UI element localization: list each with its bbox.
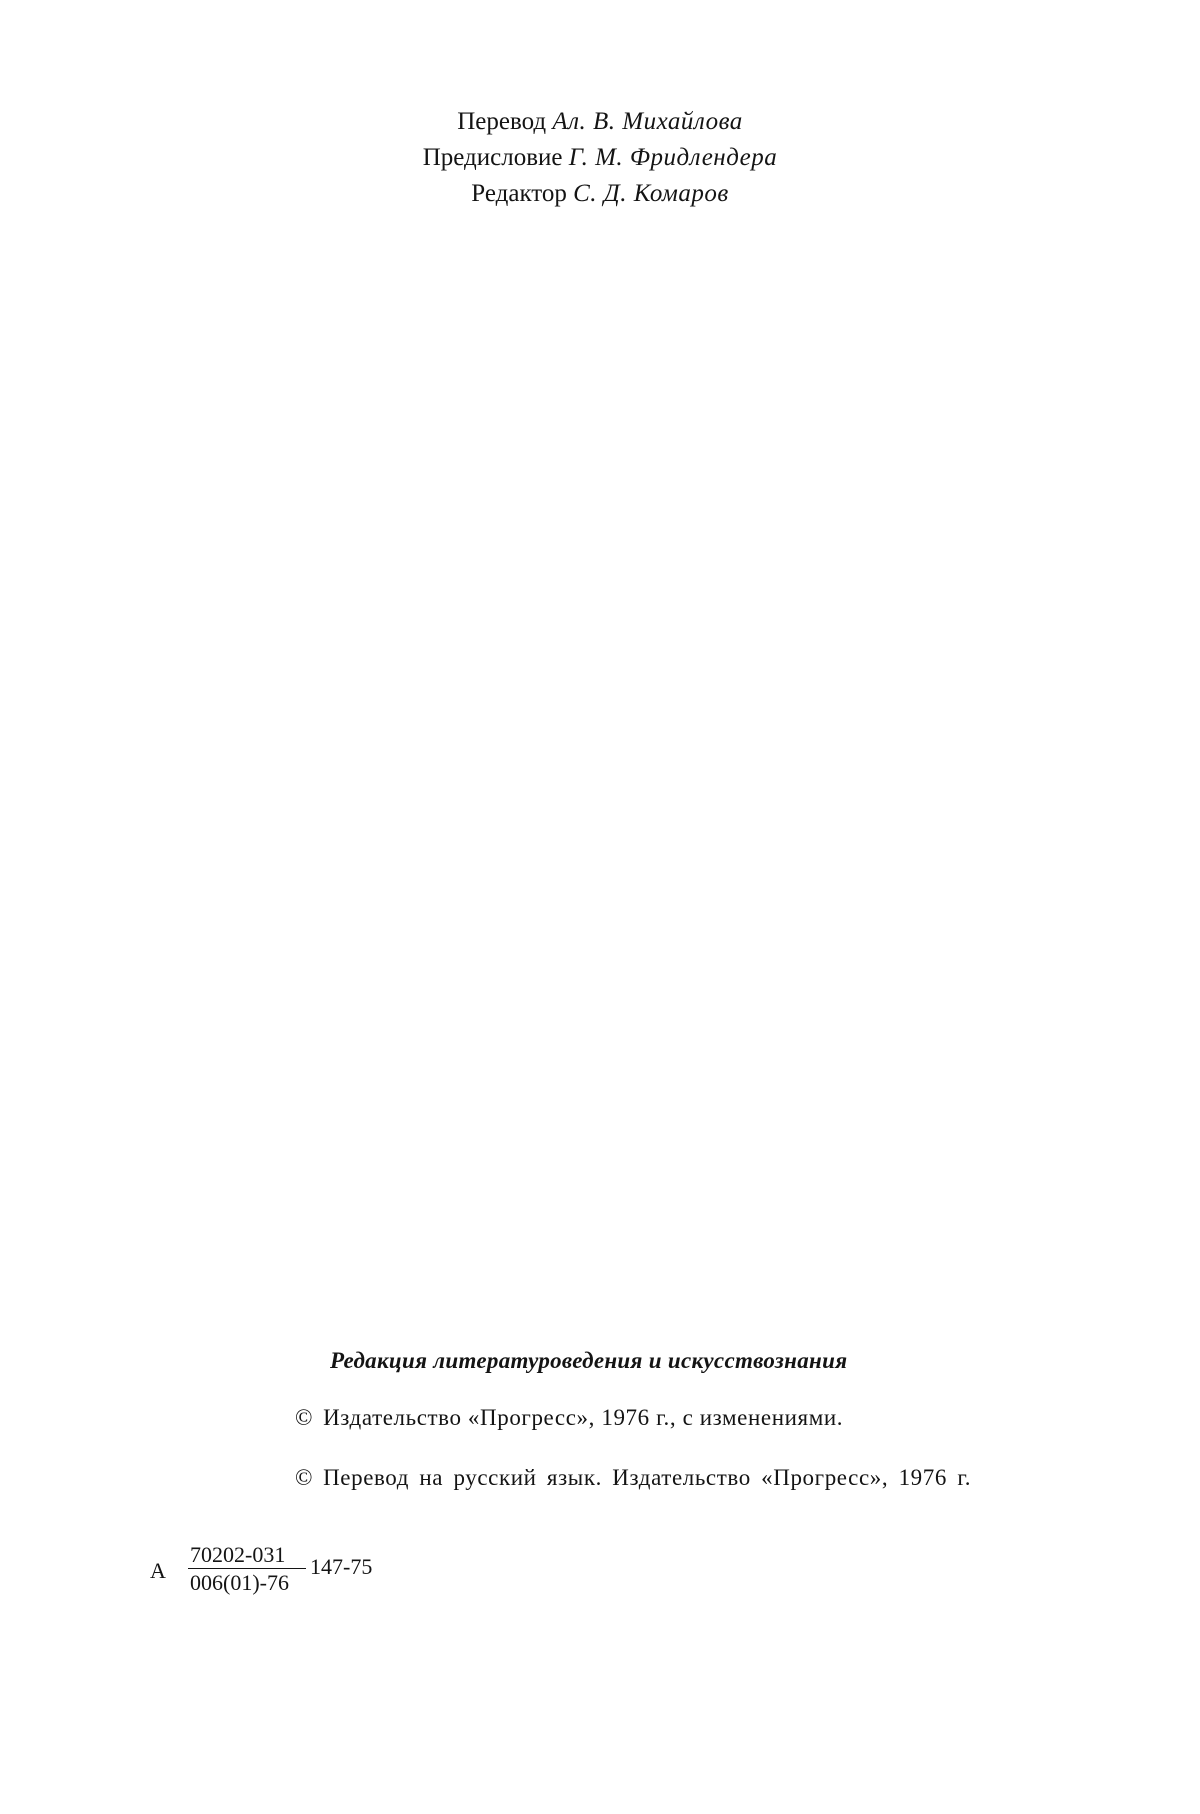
index-denominator: 006(01)-76 xyxy=(190,1570,289,1595)
edition-heading: Редакция литературоведения и искусствознания xyxy=(330,1348,848,1373)
credit-name: Г. М. Фридлендера xyxy=(568,144,778,171)
index-numerator: 70202-031 xyxy=(188,1542,306,1569)
copyright-line-publisher xyxy=(295,1405,843,1431)
credit-line-editor xyxy=(0,176,1200,212)
credit-name: Ал. В. Михайлова xyxy=(552,108,743,135)
credit-role: Предисловие xyxy=(422,144,563,171)
copyright-text: Издательство «Прогресс», 1976 г., с изменениями. xyxy=(323,1405,844,1430)
credit-role: Перевод xyxy=(457,108,547,135)
copyright-text: Перевод на русский язык. Издательство «Прогресс», 1976 г. xyxy=(323,1465,972,1490)
copyright-line-translation xyxy=(295,1465,971,1491)
index-letter: А xyxy=(150,1558,166,1583)
credit-line-translation xyxy=(0,104,1200,140)
index-fraction xyxy=(188,1542,306,1597)
credit-name: С. Д. Комаров xyxy=(573,180,729,207)
copyright-symbol: © xyxy=(295,1405,314,1430)
copyright-symbol: © xyxy=(295,1465,314,1490)
index-tail: 147-75 xyxy=(310,1554,373,1579)
credits-block xyxy=(0,104,1200,212)
credit-line-preface xyxy=(0,140,1200,176)
credit-role: Редактор xyxy=(471,180,567,207)
